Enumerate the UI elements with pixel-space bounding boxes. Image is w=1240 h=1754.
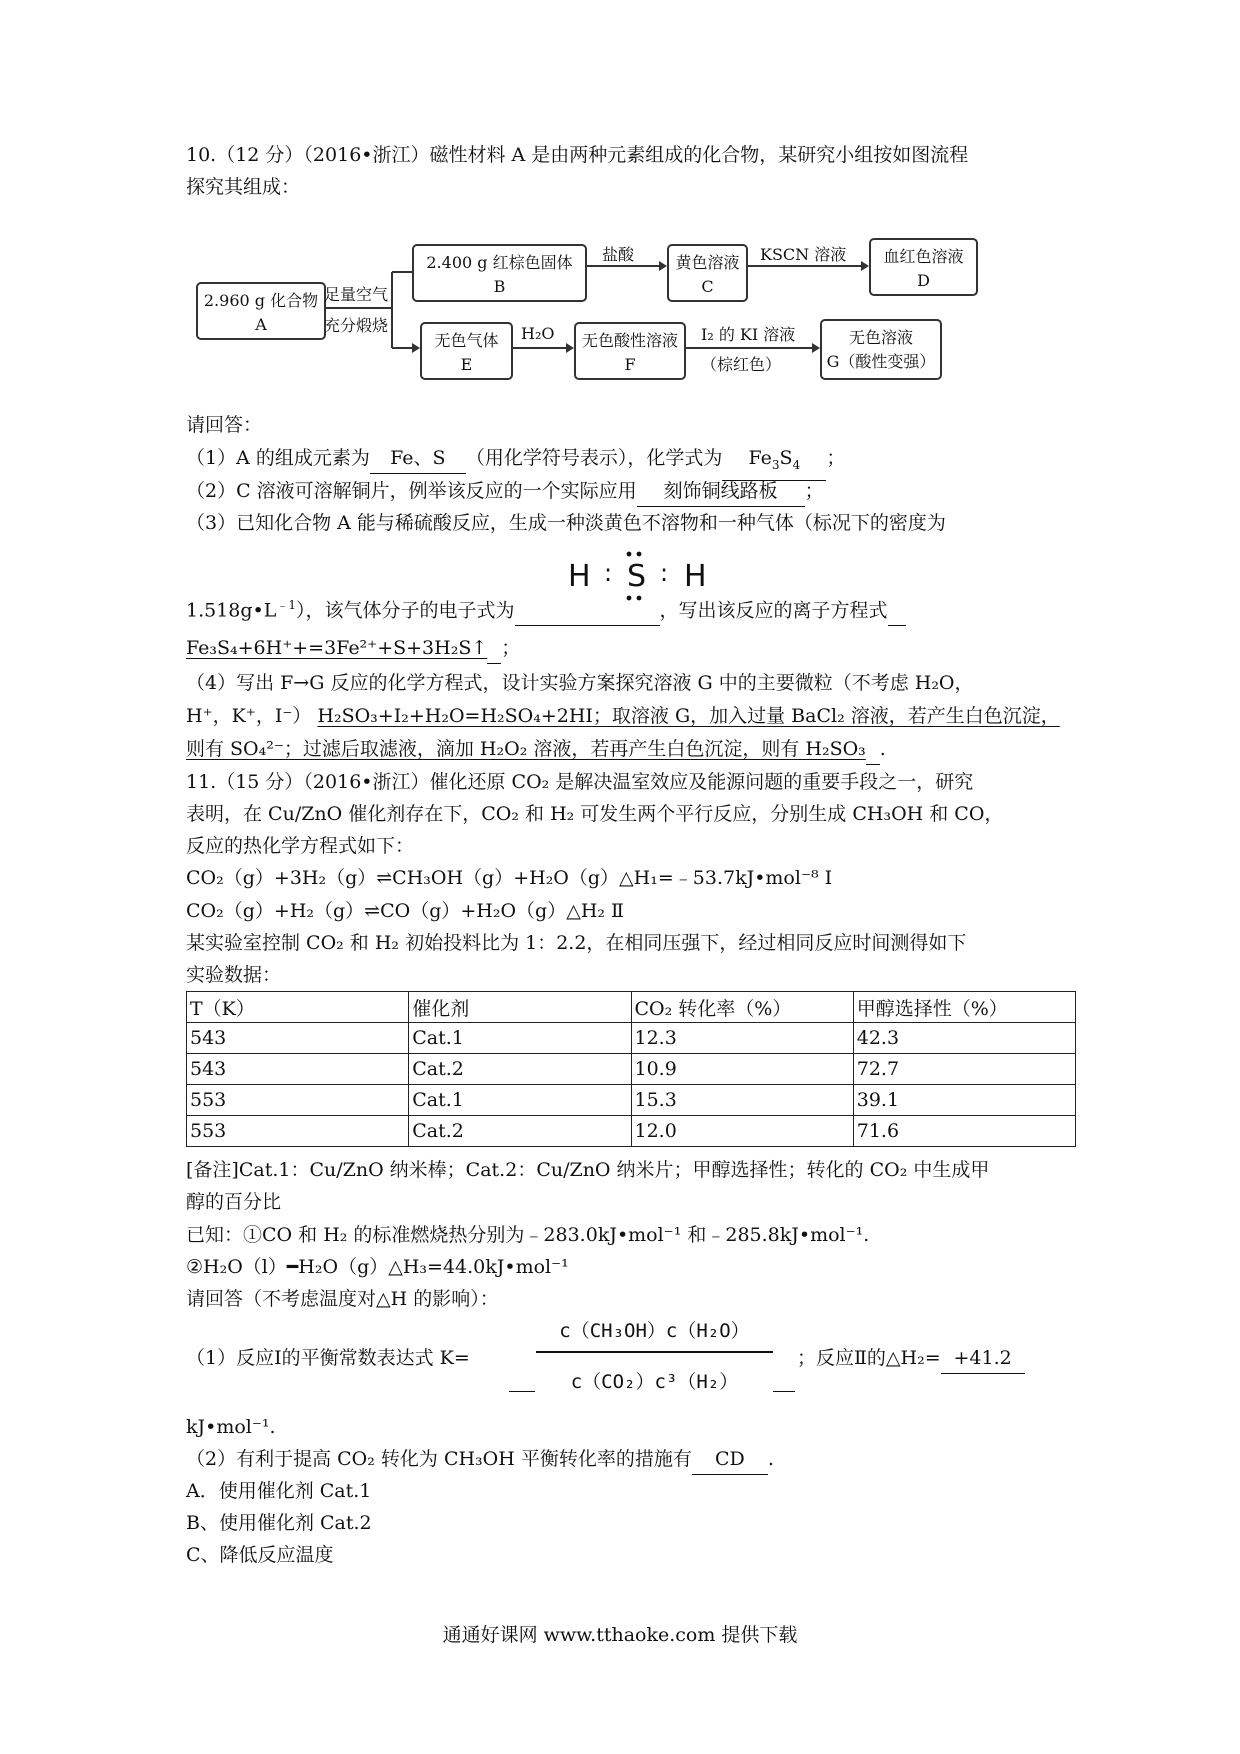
q10-p3-mid: ），该气体分子的电子式为 xyxy=(296,599,515,622)
q10-part2 xyxy=(186,476,824,507)
box-solution-f xyxy=(574,322,686,380)
q11-p1-answer: +41.2 xyxy=(941,1343,1025,1374)
q11-part1-b xyxy=(797,1343,1025,1374)
q11-ask: 请回答（不考虑温度对△H 的影响）： xyxy=(186,1288,499,1310)
q10-p1-ans2-fe: Fe xyxy=(748,447,772,469)
q11-p2-end: . xyxy=(767,1448,774,1470)
q11-line4: 某实验室控制 CO₂ 和 H₂ 初始投料比为 1：2.2，在相同压强下，经过相同反应时间测得如下 xyxy=(186,932,967,954)
q10-p3-lewis-blank xyxy=(515,595,660,626)
q10-p1-text-a: （1）A 的组成元素为 xyxy=(186,447,370,469)
table-row xyxy=(187,1116,1076,1147)
q10-p1-answer1: Fe、S xyxy=(370,443,466,474)
box-solution-c xyxy=(667,244,748,302)
label-kscn: KSCN 溶液 xyxy=(760,245,847,264)
q11-k-blank-start xyxy=(509,1369,535,1392)
q11-line2: 表明，在 Cu/ZnO 催化剂存在下，CO₂ 和 H₂ 可发生两个平行反应，分别生成 CH₃OH 和 CO， xyxy=(186,803,1004,825)
box-b-line1: 2.400 g 红棕色固体 xyxy=(426,253,573,272)
q11-option-c: C、降低反应温度 xyxy=(186,1544,334,1566)
box-g-line2: G（酸性变强） xyxy=(826,352,936,371)
lewis-dots-right: : xyxy=(660,559,669,587)
q10-p1-ans2-s: S xyxy=(779,447,793,469)
lewis-dots-left: : xyxy=(604,559,613,587)
q10-ask: 请回答： xyxy=(186,414,263,436)
table-row xyxy=(187,1054,1076,1085)
q11-known2: ②H₂O（l）━H₂O（g）△H₃=44.0kJ•mol⁻¹ xyxy=(186,1256,569,1278)
q10-p4-end: . xyxy=(879,738,886,760)
box-a-line2: A xyxy=(255,315,267,334)
fraction-numerator: c（CH₃OH）c（H₂O） xyxy=(559,1320,750,1342)
table-header-cell: 催化剂 xyxy=(409,992,631,1023)
table-cell: 553 xyxy=(187,1116,409,1147)
q10-p1-end: ； xyxy=(826,447,846,469)
q10-p2-text: （2）C 溶液可溶解铜片，例举该反应的一个实际应用 xyxy=(186,480,637,502)
box-g-line1: 无色溶液 xyxy=(848,328,913,347)
experiment-table xyxy=(186,991,1076,1147)
q10-part4-line3 xyxy=(186,734,886,765)
label-air: 足量空气 xyxy=(324,285,389,304)
box-e-line1: 无色气体 xyxy=(434,331,499,350)
q11-note-line2: 醇的百分比 xyxy=(186,1191,282,1213)
table-cell: Cat.2 xyxy=(409,1116,631,1147)
q11-equation2: CO₂（g）+H₂（g）⇌CO（g）+H₂O（g）△H₂ Ⅱ xyxy=(186,900,624,922)
label-iodine: I₂ 的 KI 溶液 xyxy=(701,325,796,344)
table-cell: 543 xyxy=(187,1023,409,1054)
table-cell: 39.1 xyxy=(853,1085,1075,1116)
page-footer: 通通好课网 www.tthaoke.com 提供下载 xyxy=(442,1624,798,1646)
box-compound-a xyxy=(196,282,326,340)
q10-p1-ans2-sub2: 4 xyxy=(792,457,801,472)
q10-part3-line2 xyxy=(186,590,906,626)
table-cell: 543 xyxy=(187,1054,409,1085)
table-cell: 15.3 xyxy=(631,1085,853,1116)
q11-line5: 实验数据： xyxy=(186,964,282,986)
q10-p3-ionic-blank-start xyxy=(888,595,906,626)
q10-p4-answer-b: 则有 SO₄²⁻；过滤后取滤液，滴加 H₂O₂ 溶液，若再产生白色沉淀，则有 H₂SO₃ xyxy=(186,738,866,760)
table-header-cell: CO₂ 转化率（%） xyxy=(631,992,853,1023)
table-cell: 12.0 xyxy=(631,1116,853,1147)
box-c-line1: 黄色溶液 xyxy=(675,253,740,272)
q11-known1: 已知：①CO 和 H₂ 的标准燃烧热分别为﹣283.0kJ•mol⁻¹ 和﹣285.8kJ•mol⁻¹. xyxy=(186,1224,870,1246)
q10-p3-density: 1.518g•L xyxy=(186,599,277,622)
table-header-cell: 甲醇选择性（%） xyxy=(853,992,1075,1023)
q11-note-line1: [备注]Cat.1：Cu/ZnO 纳米棒；Cat.2：Cu/ZnO 纳米片；甲醇选择性；转化的 CO₂ 中生成甲 xyxy=(186,1159,990,1181)
q11-p2-answer: CD xyxy=(692,1444,768,1475)
table-cell: 553 xyxy=(187,1085,409,1116)
lewis-s: S xyxy=(627,559,647,594)
label-brownred: （棕红色） xyxy=(701,355,782,374)
box-e-line2: E xyxy=(460,355,473,374)
q10-p1-text-b: （用化学符号表示），化学式为 xyxy=(465,447,723,469)
box-solution-d xyxy=(869,238,978,296)
box-c-line2: C xyxy=(701,277,714,296)
q11-p1-unit: kJ•mol⁻¹. xyxy=(186,1416,276,1438)
table-cell: 10.9 xyxy=(631,1054,853,1085)
table-row xyxy=(187,1085,1076,1116)
q11-line1: 11.（15 分）（2016•浙江）催化还原 CO₂ 是解决温室效应及能源问题的重要手段之一，研究 xyxy=(186,771,974,793)
q11-equation1: CO₂（g）+3H₂（g）⇌CH₃OH（g）+H₂O（g）△H₁=﹣53.7kJ•mol⁻⁸ Ⅰ xyxy=(186,867,833,889)
table-header-row xyxy=(187,992,1076,1023)
fraction-denominator: c（CO₂）c³（H₂） xyxy=(570,1371,739,1393)
q10-part3-line3 xyxy=(186,633,520,664)
q10-p2-answer: 刻饰铜线路板 xyxy=(637,476,805,507)
q10-part3-line1: （3）已知化合物 A 能与稀硫酸反应，生成一种淡黄色不溶物和一种气体（标况下的密度为 xyxy=(186,512,946,534)
table-cell: Cat.1 xyxy=(409,1085,631,1116)
q11-part2 xyxy=(186,1444,774,1475)
q10-p3-tail: ，写出该反应的离子方程式 xyxy=(659,599,888,622)
label-hcl: 盐酸 xyxy=(602,245,635,264)
q10-p4-blank-end xyxy=(866,734,880,765)
q10-p3-ionic-blank-end xyxy=(487,633,501,664)
q10-p4-ions: H⁺，K⁺，I⁻） xyxy=(186,705,312,727)
q11-option-a: A．使用催化剂 Cat.1 xyxy=(186,1480,372,1502)
lewis-h-right: H xyxy=(684,559,707,594)
table-cell: 71.6 xyxy=(853,1116,1075,1147)
q10-header-line2: 探究其组成： xyxy=(186,176,301,198)
q11-p2-text: （2）有利于提高 CO₂ 转化为 CH₃OH 平衡转化率的措施有 xyxy=(186,1448,692,1470)
box-b-line2: B xyxy=(493,277,506,296)
table-row xyxy=(187,1023,1076,1054)
box-d-line1: 血红色溶液 xyxy=(883,247,964,266)
table-cell: 42.3 xyxy=(853,1023,1075,1054)
q11-p1-text-b: ；反应Ⅱ的△H₂= xyxy=(797,1347,941,1369)
box-a-line1: 2.960 g 化合物 xyxy=(203,291,319,310)
box-f-line2: F xyxy=(624,355,636,374)
table-cell: Cat.2 xyxy=(409,1054,631,1085)
table-header-cell: T（K） xyxy=(187,992,409,1023)
box-f-line1: 无色酸性溶液 xyxy=(581,331,678,350)
fraction-bar xyxy=(536,1351,773,1353)
q11-line3: 反应的热化学方程式如下： xyxy=(186,835,415,857)
table-cell: 12.3 xyxy=(631,1023,853,1054)
q10-p3-density-sup: ﹣1 xyxy=(276,598,297,612)
lewis-h-left: H xyxy=(568,559,591,594)
q10-p3-ionic: Fe₃S₄+6H⁺+=3Fe²⁺+S+3H₂S↑ xyxy=(186,637,488,659)
box-solid-b xyxy=(412,244,587,302)
q10-part4-line2 xyxy=(186,701,1060,731)
q10-p2-end: ； xyxy=(804,480,824,502)
q10-p3-end: ； xyxy=(501,637,521,659)
q10-header-line1: 10.（12 分）（2016•浙江）磁性材料 A 是由两种元素组成的化合物，某研究小组按如图流程 xyxy=(186,144,969,166)
box-d-line2: D xyxy=(917,271,930,290)
box-solution-g xyxy=(820,319,942,380)
label-water: H₂O xyxy=(521,324,555,343)
box-gas-e xyxy=(420,322,513,380)
table-cell: Cat.1 xyxy=(409,1023,631,1054)
q11-option-b: B、使用催化剂 Cat.2 xyxy=(186,1512,372,1534)
q11-k-blank-end xyxy=(773,1369,795,1392)
q10-p4-answer-a: H₂SO₃+I₂+H₂O=H₂SO₄+2HI；取溶液 G，加入过量 BaCl₂ 溶液，若产生白色沉淀， xyxy=(317,705,1060,727)
label-calcine: 充分煅烧 xyxy=(324,316,389,335)
q11-part1 xyxy=(186,1343,470,1373)
q11-p1-text-a: （1）反应Ⅰ的平衡常数表达式 K= xyxy=(186,1347,470,1369)
q10-p1-ans2-sub1: 3 xyxy=(771,457,780,472)
table-cell: 72.7 xyxy=(853,1054,1075,1085)
q10-part4-line1: （4）写出 F→G 反应的化学方程式，设计实验方案探究溶液 G 中的主要微粒（不考虑 H₂O， xyxy=(186,672,974,694)
